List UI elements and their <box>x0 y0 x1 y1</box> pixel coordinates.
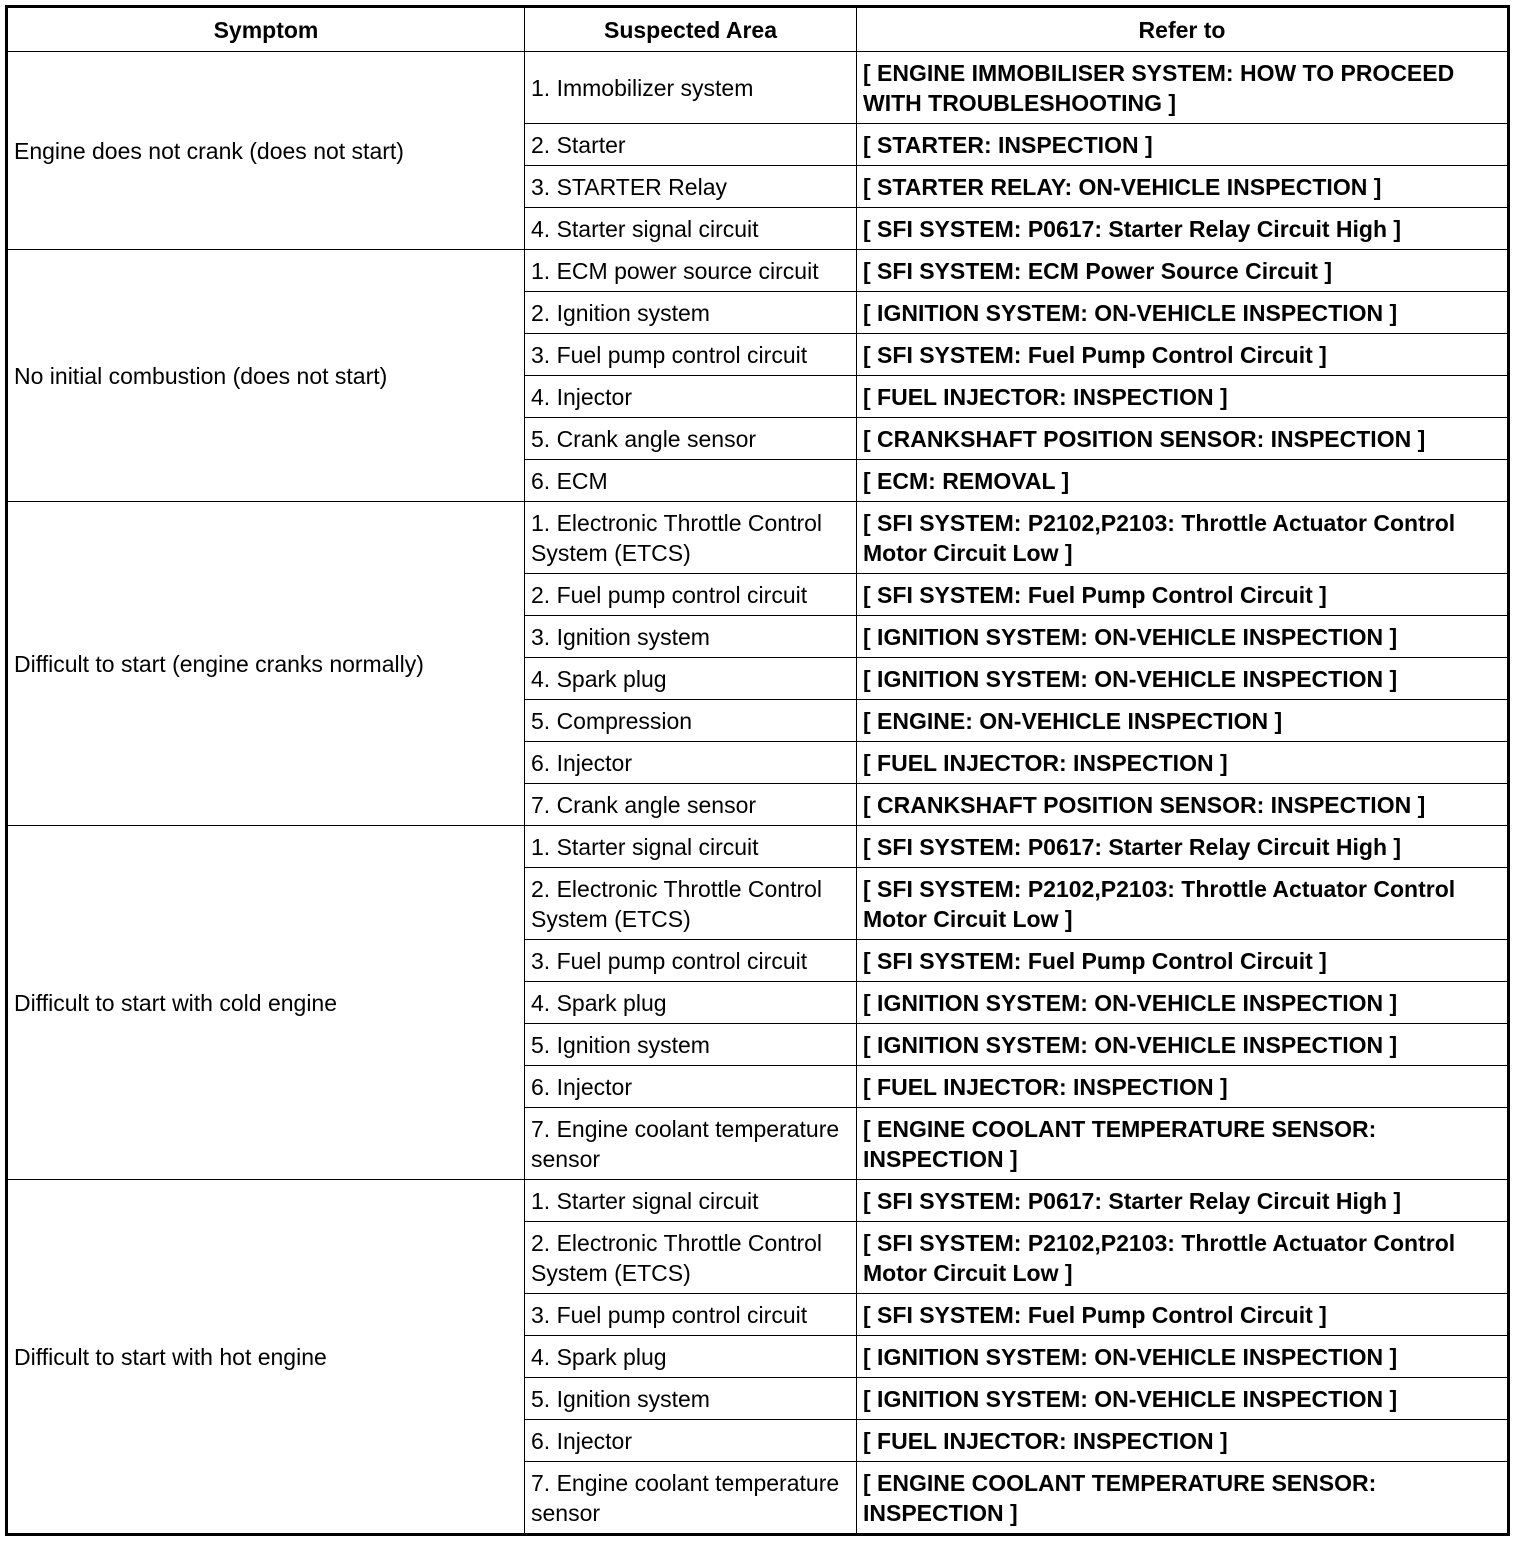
refer-to-link[interactable]: [ IGNITION SYSTEM: ON-VEHICLE INSPECTION ] <box>857 1378 1509 1420</box>
suspected-area-cell: 2. Electronic Throttle Control System (ETCS) <box>525 868 857 940</box>
header-refer-to: Refer to <box>857 7 1509 52</box>
header-suspected-area: Suspected Area <box>525 7 857 52</box>
refer-to-link[interactable]: [ IGNITION SYSTEM: ON-VEHICLE INSPECTION ] <box>857 658 1509 700</box>
suspected-area-cell: 5. Ignition system <box>525 1024 857 1066</box>
refer-to-link[interactable]: [ SFI SYSTEM: P2102,P2103: Throttle Actuator Control Motor Circuit Low ] <box>857 502 1509 574</box>
refer-to-link[interactable]: [ IGNITION SYSTEM: ON-VEHICLE INSPECTION ] <box>857 982 1509 1024</box>
suspected-area-cell: 3. Fuel pump control circuit <box>525 334 857 376</box>
suspected-area-cell: 6. Injector <box>525 1420 857 1462</box>
symptom-cell: Engine does not crank (does not start) <box>7 52 525 250</box>
suspected-area-cell: 4. Spark plug <box>525 658 857 700</box>
suspected-area-cell: 5. Compression <box>525 700 857 742</box>
header-symptom: Symptom <box>7 7 525 52</box>
suspected-area-cell: 6. Injector <box>525 742 857 784</box>
refer-to-link[interactable]: [ FUEL INJECTOR: INSPECTION ] <box>857 1066 1509 1108</box>
suspected-area-cell: 1. ECM power source circuit <box>525 250 857 292</box>
refer-to-link[interactable]: [ SFI SYSTEM: ECM Power Source Circuit ] <box>857 250 1509 292</box>
suspected-area-cell: 5. Crank angle sensor <box>525 418 857 460</box>
suspected-area-cell: 1. Immobilizer system <box>525 52 857 124</box>
table-row <box>7 826 1509 868</box>
suspected-area-cell: 4. Spark plug <box>525 982 857 1024</box>
refer-to-link[interactable]: [ ENGINE COOLANT TEMPERATURE SENSOR: INSPECTION ] <box>857 1108 1509 1180</box>
suspected-area-cell: 4. Injector <box>525 376 857 418</box>
refer-to-link[interactable]: [ STARTER RELAY: ON-VEHICLE INSPECTION ] <box>857 166 1509 208</box>
refer-to-link[interactable]: [ IGNITION SYSTEM: ON-VEHICLE INSPECTION ] <box>857 292 1509 334</box>
refer-to-link[interactable]: [ ECM: REMOVAL ] <box>857 460 1509 502</box>
refer-to-link[interactable]: [ SFI SYSTEM: P2102,P2103: Throttle Actuator Control Motor Circuit Low ] <box>857 868 1509 940</box>
suspected-area-cell: 5. Ignition system <box>525 1378 857 1420</box>
refer-to-link[interactable]: [ ENGINE COOLANT TEMPERATURE SENSOR: INSPECTION ] <box>857 1462 1509 1535</box>
suspected-area-cell: 1. Electronic Throttle Control System (ETCS) <box>525 502 857 574</box>
refer-to-link[interactable]: [ SFI SYSTEM: P0617: Starter Relay Circuit High ] <box>857 1180 1509 1222</box>
table-row <box>7 1180 1509 1222</box>
refer-to-link[interactable]: [ SFI SYSTEM: P2102,P2103: Throttle Actuator Control Motor Circuit Low ] <box>857 1222 1509 1294</box>
refer-to-link[interactable]: [ SFI SYSTEM: P0617: Starter Relay Circuit High ] <box>857 826 1509 868</box>
refer-to-link[interactable]: [ SFI SYSTEM: P0617: Starter Relay Circuit High ] <box>857 208 1509 250</box>
refer-to-link[interactable]: [ CRANKSHAFT POSITION SENSOR: INSPECTION ] <box>857 418 1509 460</box>
refer-to-link[interactable]: [ IGNITION SYSTEM: ON-VEHICLE INSPECTION ] <box>857 616 1509 658</box>
suspected-area-cell: 1. Starter signal circuit <box>525 1180 857 1222</box>
suspected-area-cell: 7. Engine coolant temperature sensor <box>525 1108 857 1180</box>
suspected-area-cell: 2. Fuel pump control circuit <box>525 574 857 616</box>
suspected-area-cell: 7. Engine coolant temperature sensor <box>525 1462 857 1535</box>
refer-to-link[interactable]: [ FUEL INJECTOR: INSPECTION ] <box>857 376 1509 418</box>
suspected-area-cell: 2. Starter <box>525 124 857 166</box>
refer-to-link[interactable]: [ IGNITION SYSTEM: ON-VEHICLE INSPECTION ] <box>857 1336 1509 1378</box>
refer-to-link[interactable]: [ SFI SYSTEM: Fuel Pump Control Circuit ] <box>857 574 1509 616</box>
symptom-cell: Difficult to start (engine cranks normally) <box>7 502 525 826</box>
refer-to-link[interactable]: [ ENGINE IMMOBILISER SYSTEM: HOW TO PROCEED WITH TROUBLESHOOTING ] <box>857 52 1509 124</box>
suspected-area-cell: 1. Starter signal circuit <box>525 826 857 868</box>
refer-to-link[interactable]: [ STARTER: INSPECTION ] <box>857 124 1509 166</box>
table-row <box>7 52 1509 124</box>
refer-to-link[interactable]: [ SFI SYSTEM: Fuel Pump Control Circuit ] <box>857 1294 1509 1336</box>
suspected-area-cell: 6. ECM <box>525 460 857 502</box>
suspected-area-cell: 3. Fuel pump control circuit <box>525 940 857 982</box>
suspected-area-cell: 3. STARTER Relay <box>525 166 857 208</box>
refer-to-link[interactable]: [ CRANKSHAFT POSITION SENSOR: INSPECTION ] <box>857 784 1509 826</box>
suspected-area-cell: 3. Ignition system <box>525 616 857 658</box>
table-row <box>7 502 1509 574</box>
table-row <box>7 250 1509 292</box>
refer-to-link[interactable]: [ SFI SYSTEM: Fuel Pump Control Circuit ] <box>857 334 1509 376</box>
troubleshooting-table <box>5 5 1510 1536</box>
refer-to-link[interactable]: [ IGNITION SYSTEM: ON-VEHICLE INSPECTION ] <box>857 1024 1509 1066</box>
refer-to-link[interactable]: [ FUEL INJECTOR: INSPECTION ] <box>857 1420 1509 1462</box>
suspected-area-cell: 7. Crank angle sensor <box>525 784 857 826</box>
suspected-area-cell: 3. Fuel pump control circuit <box>525 1294 857 1336</box>
header-row <box>7 7 1509 52</box>
refer-to-link[interactable]: [ SFI SYSTEM: Fuel Pump Control Circuit ] <box>857 940 1509 982</box>
refer-to-link[interactable]: [ FUEL INJECTOR: INSPECTION ] <box>857 742 1509 784</box>
symptom-cell: Difficult to start with cold engine <box>7 826 525 1180</box>
suspected-area-cell: 4. Starter signal circuit <box>525 208 857 250</box>
suspected-area-cell: 2. Electronic Throttle Control System (ETCS) <box>525 1222 857 1294</box>
suspected-area-cell: 4. Spark plug <box>525 1336 857 1378</box>
suspected-area-cell: 2. Ignition system <box>525 292 857 334</box>
suspected-area-cell: 6. Injector <box>525 1066 857 1108</box>
refer-to-link[interactable]: [ ENGINE: ON-VEHICLE INSPECTION ] <box>857 700 1509 742</box>
symptom-cell: Difficult to start with hot engine <box>7 1180 525 1535</box>
symptom-cell: No initial combustion (does not start) <box>7 250 525 502</box>
